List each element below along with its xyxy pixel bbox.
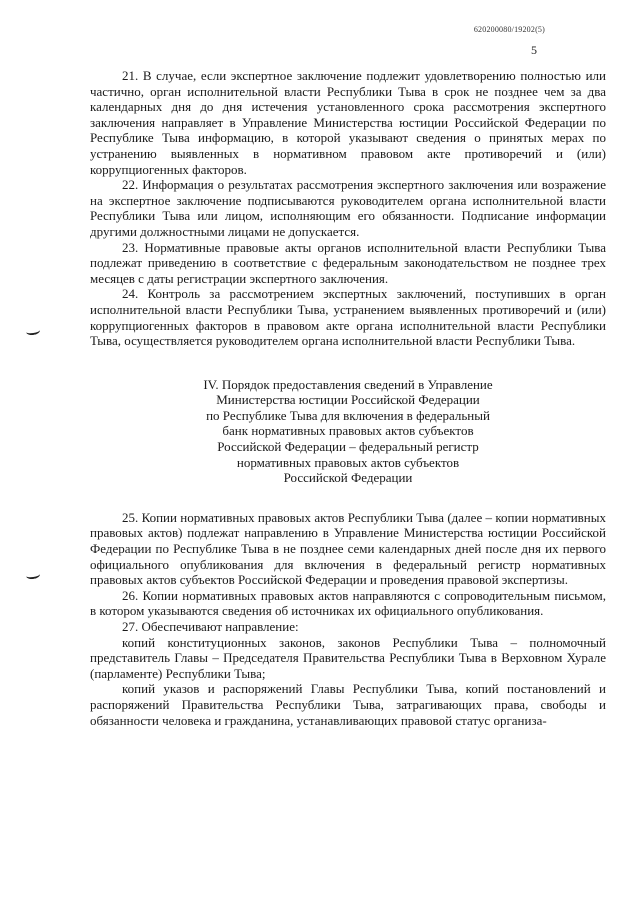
- margin-mark: [26, 326, 41, 336]
- margin-mark: [26, 570, 41, 580]
- paragraph-27-item-decrees: копий указов и распоряжений Главы Республики Тыва, копий постановлений и распоряжений Правительства Республики Тыва, затрагивающих права, свободы и обязанности человека и гражданина, устанавливающих правовой статус организа-: [90, 681, 606, 728]
- section-heading-line: Российской Федерации: [283, 470, 413, 486]
- section-heading-line: IV. Порядок предоставления сведений в Управление: [203, 376, 493, 392]
- section-heading-line: Министерства юстиции Российской Федерации: [216, 392, 480, 408]
- paragraph-23: 23. Нормативные правовые акты органов исполнительной власти Республики Тыва подлежат приведению в соответствие с федеральным законодательством не позднее трех месяцев с даты регистрации экспертного заключения.: [90, 239, 606, 286]
- document-code: 620200080/19202(5): [473, 25, 545, 34]
- section-heading: [90, 377, 606, 486]
- document-body: [90, 68, 606, 728]
- paragraph-22: 22. Информация о результатах рассмотрения экспертного заключения или возражение на экспертное заключение подписываются руководителем органа исполнительной власти Республики Тыва или лицом, исполняющим его обязанности. Подписание информации другими должностными лицами не допускается.: [90, 177, 606, 239]
- section-heading-line: Российской Федерации – федеральный регистр: [217, 439, 479, 455]
- paragraph-26: 26. Копии нормативных правовых актов направляются с сопроводительным письмом, в котором указываются сведения об источниках их официального опубликования.: [90, 587, 606, 619]
- paragraph-27: 27. Обеспечивают направление:: [122, 619, 299, 634]
- section-heading-line: нормативных правовых актов субъектов: [236, 454, 460, 470]
- section-heading-line: по Республике Тыва для включения в федеральный: [206, 407, 490, 423]
- section-heading-line: банк нормативных правовых актов субъектов: [222, 423, 474, 439]
- paragraph-27-item-laws: копий конституционных законов, законов Республики Тыва – полномочный представитель Главы – Председателя Правительства Республики Тыва в Верховном Хурале (парламенте) Республики Тыва;: [90, 634, 606, 681]
- paragraph-24: 24. Контроль за рассмотрением экспертных заключений, поступивших в орган исполнительной власти Республики Тыва, устранением выявленных противоречий и (или) коррупциогенных факторов в правовом акте органа исполнительной власти Республики Тыва, осуществляется руководителем органа исполнительной власти Республики Тыва.: [90, 286, 606, 349]
- paragraph-21: 21. В случае, если экспертное заключение подлежит удовлетворению полностью или частично, орган исполнительной власти Республики Тыва в срок не позднее чем за два календарных дня до дня истечения установленного срока рассмотрения экспертного заключения направляет в Управление Министерства юстиции Российской Федерации по Республике Тыва информацию, в которой указывают сведения о принятых мерах по устранению выявленных в нормативном правовом акте противоречий и (или) коррупциогенных факторов.: [90, 68, 606, 177]
- paragraph-25: 25. Копии нормативных правовых актов Республики Тыва (далее – копии нормативных правовых актов) подлежат направлению в Управление Министерства юстиции Российской Федерации по Республике Тыва в не позднее семи календарных дней после дня их первого официального опубликования для включения в федеральный регистр нормативных правовых актов субъектов Российской Федерации и проведения правовой экспертизы.: [90, 509, 606, 588]
- page-number: 5: [531, 43, 537, 57]
